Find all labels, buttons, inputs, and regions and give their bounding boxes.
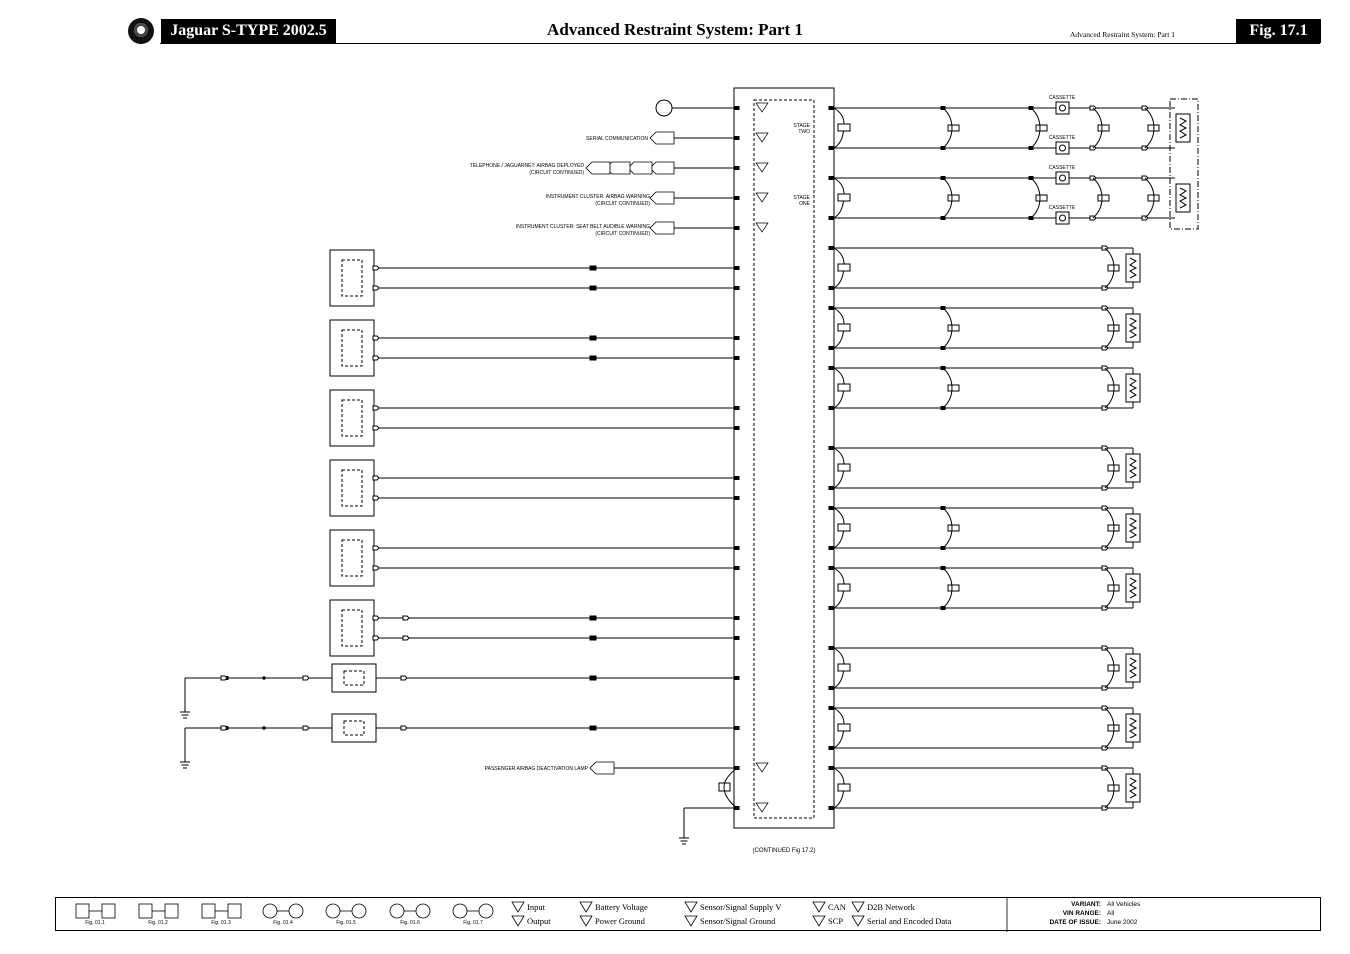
- link: [1098, 125, 1109, 131]
- pin: [401, 676, 407, 680]
- squib-icon: [1126, 374, 1140, 402]
- shorting-link: [838, 664, 850, 671]
- terminal: [829, 366, 834, 370]
- telephone-label-2: (CIRCUIT CONTINUED): [529, 170, 584, 176]
- terminal: [829, 486, 834, 490]
- terminal: [735, 616, 740, 620]
- sensor-element: [344, 721, 364, 735]
- link: [948, 525, 959, 531]
- pin: [221, 676, 227, 680]
- stage-two-label-1: STAGE: [793, 123, 810, 129]
- pin: [373, 546, 379, 550]
- seatbelt-label-2: (CIRCUIT CONTINUED): [595, 231, 650, 237]
- splice: [590, 636, 596, 640]
- shorting-link: [838, 124, 850, 131]
- splice: [590, 356, 596, 360]
- crash-sensor: [330, 390, 374, 446]
- legend-can: CAN: [828, 902, 846, 912]
- splice-dot: [263, 677, 265, 679]
- fig-label-5: Fig. 01.5: [336, 920, 356, 926]
- fig-label-1: Fig. 01.1: [85, 920, 105, 926]
- signal-triangle-icon: [756, 803, 768, 812]
- terminal: [829, 706, 834, 710]
- sensor-element: [342, 400, 362, 436]
- legend-input: Input: [527, 902, 545, 912]
- crash-sensor: [330, 250, 374, 306]
- terminal: [829, 306, 834, 310]
- signal-triangle-icon: [756, 763, 768, 772]
- terminal: [735, 226, 740, 230]
- terminal: [735, 136, 740, 140]
- pin: [373, 476, 379, 480]
- terminal: [735, 726, 740, 730]
- terminal: [829, 506, 834, 510]
- stage-one-label-1: STAGE: [793, 195, 810, 201]
- crash-sensor: [330, 530, 374, 586]
- terminal: [735, 546, 740, 550]
- legend-sensor-supply: Sensor/Signal Supply V: [700, 902, 782, 912]
- pin: [403, 616, 409, 620]
- terminal: [735, 676, 740, 680]
- pin: [373, 266, 379, 270]
- page-subtitle: Advanced Restraint System: Part 1: [1070, 30, 1175, 39]
- squib-icon: [1126, 574, 1140, 602]
- crash-sensor: [330, 600, 374, 656]
- signal-triangle-icon: [756, 133, 768, 142]
- cassette-label-4: CASSETTE: [1048, 205, 1076, 211]
- squib-icon: [1126, 514, 1140, 542]
- terminal: [829, 176, 834, 180]
- splice-dot: [263, 727, 265, 729]
- serial-communication-label: SERIAL COMMUNICATION: [586, 136, 648, 142]
- seat-sensor: [332, 714, 376, 742]
- cassette-icon: [1056, 212, 1069, 224]
- telephone-label-1: TELEPHONE / JAGUARNET: AIRBAG DEPLOYED: [469, 163, 584, 169]
- seat-sensor: [332, 664, 376, 692]
- splice: [590, 336, 596, 340]
- pin: [403, 636, 409, 640]
- terminal: [829, 766, 834, 770]
- terminal: [829, 106, 834, 110]
- cassette-label-2: CASSETTE: [1048, 135, 1076, 141]
- stage-one-label-2: ONE: [799, 201, 810, 207]
- signal-triangle-icon: [756, 193, 768, 202]
- signal-triangle-icon: [756, 103, 768, 112]
- pin: [373, 406, 379, 410]
- terminal: [829, 216, 834, 220]
- pin: [401, 726, 407, 730]
- link: [948, 585, 959, 591]
- vin-label: VIN RANGE:: [1062, 910, 1101, 917]
- splice: [590, 266, 596, 270]
- squib-icon: [1126, 254, 1140, 282]
- terminal: [829, 546, 834, 550]
- terminal: [735, 106, 740, 110]
- cassette-icon: [1056, 102, 1069, 114]
- pin: [221, 726, 227, 730]
- shorting-link: [838, 194, 850, 201]
- legend-box: [55, 897, 1321, 931]
- pin: [373, 356, 379, 360]
- splice: [590, 286, 596, 290]
- shorting-link: [838, 784, 850, 791]
- pin: [303, 726, 309, 730]
- link: [1036, 125, 1047, 131]
- shorting-link: [838, 724, 850, 731]
- cassette-icon: [1056, 172, 1069, 184]
- shorting-link: [838, 264, 850, 271]
- terminal: [829, 646, 834, 650]
- fig-label-4: Fig. 01.4: [273, 920, 293, 926]
- squib-icon: [1126, 654, 1140, 682]
- pin: [373, 426, 379, 430]
- squib-icon: [1176, 184, 1190, 212]
- terminal: [829, 446, 834, 450]
- terminal: [735, 336, 740, 340]
- legend-power-ground: Power Ground: [595, 916, 645, 926]
- legend-battery-voltage: Battery Voltage: [595, 902, 648, 912]
- cassette-label-3: CASSETTE: [1048, 165, 1076, 171]
- restraint-control-module: [734, 88, 834, 828]
- squib-icon: [1126, 774, 1140, 802]
- seatbelt-label-1: INSTRUMENT CLUSTER: SEAT BELT AUDIBLE WARNING: [515, 224, 650, 230]
- terminal: [829, 686, 834, 690]
- shorting-link: [838, 524, 850, 531]
- vehicle-title: Jaguar S-TYPE 2002.5: [161, 19, 336, 43]
- pin: [373, 496, 379, 500]
- terminal: [829, 346, 834, 350]
- date-value: June 2002: [1107, 919, 1138, 926]
- link: [948, 195, 959, 201]
- date-label: DATE OF ISSUE:: [1049, 919, 1101, 926]
- link: [1098, 195, 1109, 201]
- variant-value: All Vehicles: [1107, 901, 1141, 908]
- crash-sensor: [330, 320, 374, 376]
- terminal: [735, 166, 740, 170]
- pin: [373, 636, 379, 640]
- fig-label-7: Fig. 01.7: [463, 920, 483, 926]
- signal-triangle-icon: [756, 163, 768, 172]
- pin: [373, 616, 379, 620]
- pin: [303, 676, 309, 680]
- terminal: [735, 196, 740, 200]
- variant-label: VARIANT:: [1071, 901, 1101, 908]
- passenger-lamp-label: PASSENGER AIRBAG DEACTIVATION LAMP: [484, 766, 588, 772]
- terminal: [735, 286, 740, 290]
- continued-label: (CONTINUED Fig 17.2): [752, 848, 816, 854]
- cassette-icon: [1056, 142, 1069, 154]
- fig-label-3: Fig. 01.3: [211, 920, 231, 926]
- vin-value: All: [1107, 910, 1115, 917]
- page-title: Advanced Restraint System: Part 1: [547, 20, 803, 39]
- squib-icon: [1176, 114, 1190, 142]
- signal-triangle-icon: [756, 223, 768, 232]
- squib-icon: [1126, 454, 1140, 482]
- squib-icon: [1126, 314, 1140, 342]
- legend-output: Output: [527, 916, 551, 926]
- terminal: [735, 426, 740, 430]
- squib-icon: [1126, 714, 1140, 742]
- sensor-element: [342, 610, 362, 646]
- legend-scp: SCP: [828, 916, 844, 926]
- legend-serial-encoded: Serial and Encoded Data: [867, 916, 952, 926]
- cluster-warning-label-1: INSTRUMENT CLUSTER: AIRBAG WARNING: [545, 194, 650, 200]
- terminal: [829, 146, 834, 150]
- sensor-element: [342, 540, 362, 576]
- link: [948, 125, 959, 131]
- cluster-warning-label-2: (CIRCUIT CONTINUED): [595, 201, 650, 207]
- shorting-link: [838, 464, 850, 471]
- terminal: [829, 606, 834, 610]
- link: [1036, 195, 1047, 201]
- stage-two-label-2: TWO: [798, 129, 810, 135]
- terminal: [735, 406, 740, 410]
- terminal: [829, 286, 834, 290]
- terminal: [735, 496, 740, 500]
- fig-label-2: Fig. 01.2: [148, 920, 168, 926]
- shorting-link: [838, 324, 850, 331]
- shorting-link: [838, 384, 850, 391]
- terminal: [735, 266, 740, 270]
- sensor-element: [342, 330, 362, 366]
- sensor-element: [342, 260, 362, 296]
- link: [948, 325, 959, 331]
- terminal: [735, 636, 740, 640]
- splice: [590, 726, 596, 730]
- terminal: [735, 476, 740, 480]
- cassette-label-1: CASSETTE: [1048, 95, 1076, 101]
- terminal: [735, 566, 740, 570]
- legend-sensor-ground: Sensor/Signal Ground: [700, 916, 776, 926]
- link: [948, 385, 959, 391]
- crash-sensor: [330, 460, 374, 516]
- terminal: [735, 356, 740, 360]
- fig-label-6: Fig. 01.6: [400, 920, 420, 926]
- splice: [590, 616, 596, 620]
- legend-d2b: D2B Network: [867, 902, 915, 912]
- sensor-element: [342, 470, 362, 506]
- splice: [590, 676, 596, 680]
- terminal: [829, 406, 834, 410]
- terminal: [829, 246, 834, 250]
- pin: [373, 286, 379, 290]
- pin: [373, 336, 379, 340]
- terminal: [829, 746, 834, 750]
- pin: [373, 566, 379, 570]
- terminal: [829, 566, 834, 570]
- terminal: [829, 806, 834, 810]
- figure-number: Fig. 17.1: [1236, 19, 1321, 43]
- shorting-link: [838, 584, 850, 591]
- sensor-element: [344, 671, 364, 685]
